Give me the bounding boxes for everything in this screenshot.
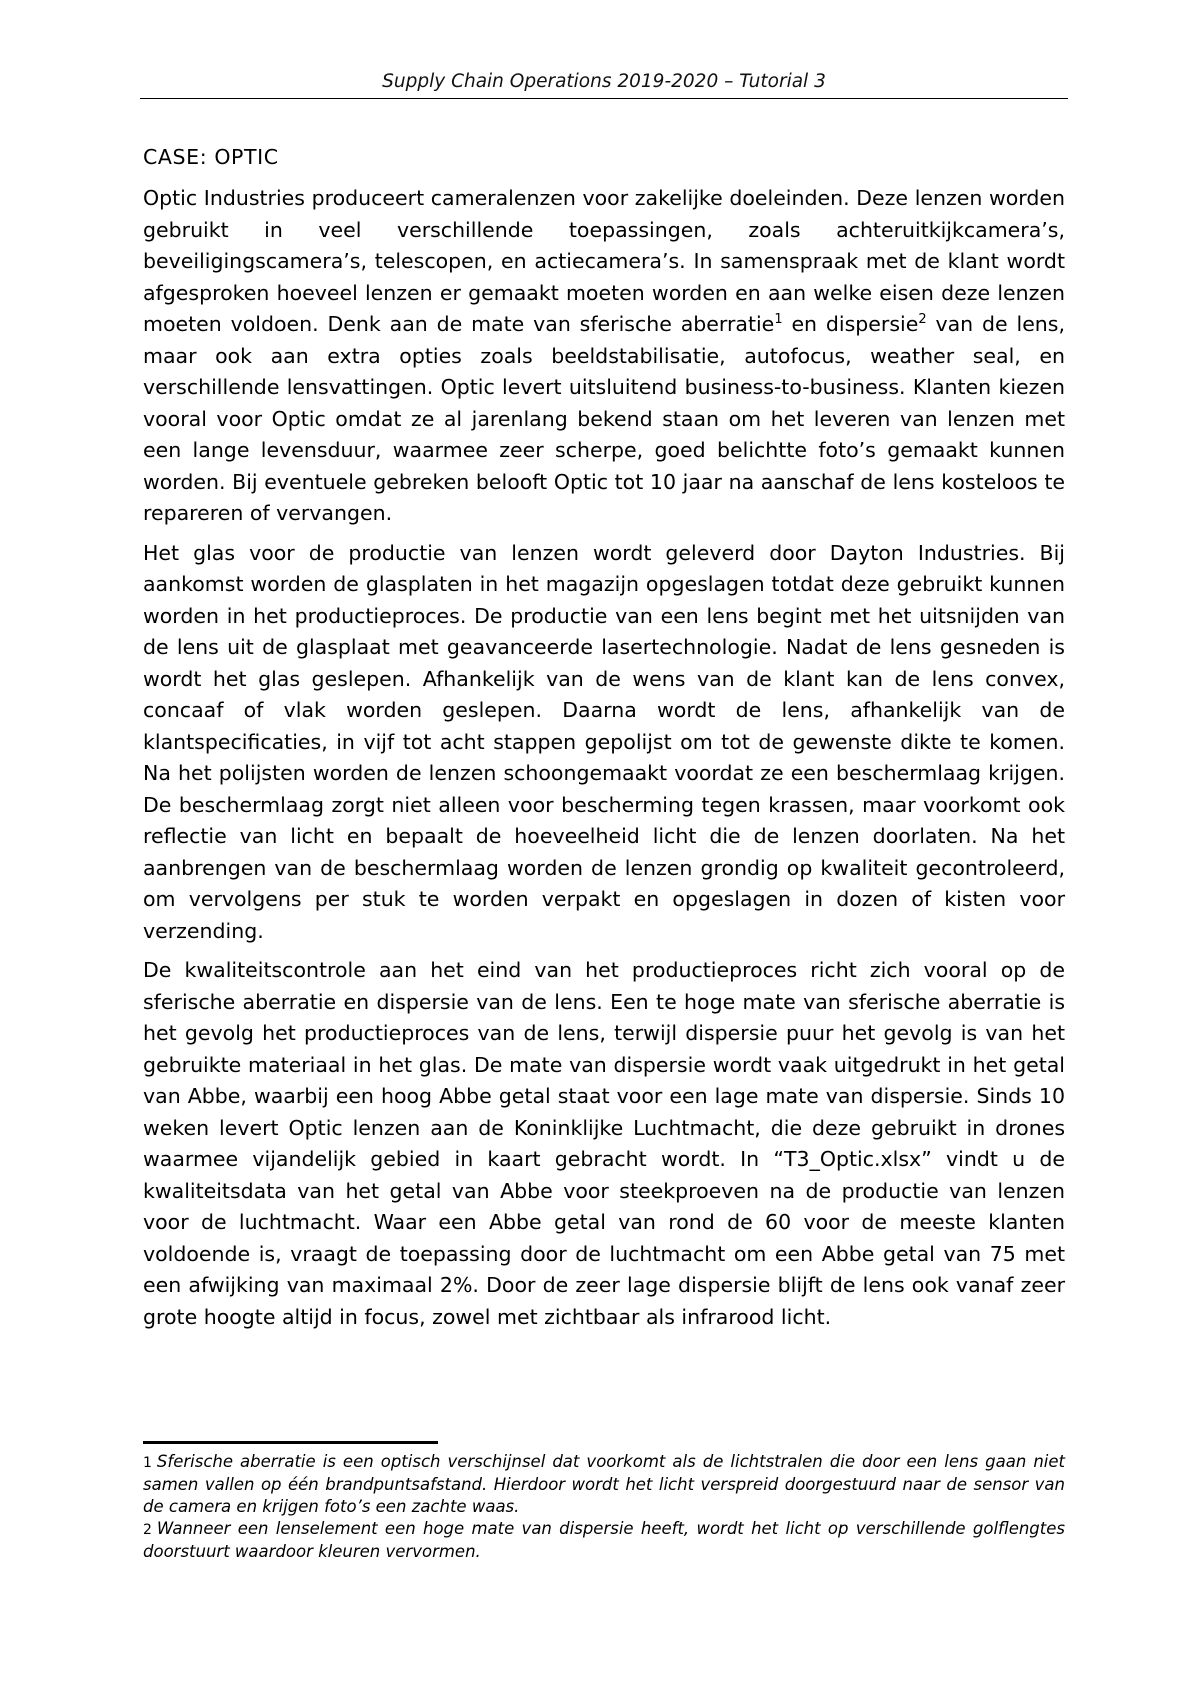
paragraph-intro xyxy=(143,183,1065,530)
header-divider xyxy=(140,98,1068,99)
footnote-separator xyxy=(143,1441,438,1444)
footnote-ref-1: 1 xyxy=(774,312,783,327)
paragraph-intro-text-2: en dispersie xyxy=(782,312,919,336)
body-text xyxy=(143,183,1065,1341)
paragraph-quality-control: De kwaliteitscontrole aan het eind van het productieproces richt zich vooral op de sferische aberratie en dispersie van de lens. Een te hoge mate van sferische aberratie is het gevolg het productieproces van de lens, terwijl dispersie puur het gevolg is van het gebruikte materiaal in het glas. De mate van dispersie wordt vaak uitgedrukt in het getal van Abbe, waarbij een hoog Abbe getal staat voor een lage mate van dispersie. Sinds 10 weken levert Optic lenzen aan de Koninklijke Luchtmacht, die deze gebruikt in drones waarmee vijandelijk gebied in kaart gebracht wordt. In “T3_Optic.xlsx” vindt u de kwaliteitsdata van het getal van Abbe voor steekproeven na de productie van lenzen voor de luchtmacht. Waar een Abbe getal van rond de 60 voor de meeste klanten voldoende is, vraagt de toepassing door de luchtmacht om een Abbe getal van 75 met een afwijking van maximaal 2%. Door de zeer lage dispersie blijft de lens ook vanaf zeer grote hoogte altijd in focus, zowel met zichtbaar als infrarood licht. xyxy=(143,958,1065,1329)
paragraph-production: Het glas voor de productie van lenzen wordt geleverd door Dayton Industries. Bij aankomst worden de glasplaten in het magazijn opgeslagen totdat deze gebruikt kunnen worden in het productieproces. De productie van een lens begint met het uitsnijden van de lens uit de glasplaat met geavanceerde lasertechnologie. Nadat de lens gesneden is wordt het glas geslepen. Afhankelijk van de wens van de klant kan de lens convex, concaaf of vlak worden geslepen. Daarna wordt de lens, afhankelijk van de klantspecificaties, in vijf tot acht stappen gepolijst om tot de gewenste dikte te komen. Na het polijsten worden de lenzen schoongemaakt voordat ze een beschermlaag krijgen. De beschermlaag zorgt niet alleen voor bescherming tegen krassen, maar voorkomt ook reflectie van licht en bepaalt de hoeveelheid licht die de lenzen doorlaten. Na het aanbrengen van de beschermlaag worden de lenzen grondig op kwaliteit gecontroleerd, om vervolgens per stuk te worden verpakt en opgeslagen in dozen of kisten voor verzending. xyxy=(143,540,1065,943)
running-header: Supply Chain Operations 2019-2020 – Tutorial 3 xyxy=(382,71,826,92)
footnotes xyxy=(143,1451,1065,1563)
footnote-2 xyxy=(143,1518,1065,1563)
footnote-1-mark: 1 xyxy=(143,1455,152,1471)
footnote-ref-2: 2 xyxy=(918,312,927,327)
footnote-2-mark: 2 xyxy=(143,1522,152,1538)
paragraph-intro-text-3: van de lens, maar ook aan extra opties zoals beeldstabilisatie, autofocus, weather seal, en verschillende lensvattingen. Optic levert uitsluitend business-to-business. Klanten kiezen vooral voor Optic omdat ze al jarenlang bekend staan om het leveren van lenzen met een lange levensduur, waarmee zeer scherpe, goed belichtte foto’s gemaakt kunnen worden. Bij eventuele gebreken belooft Optic tot 10 jaar na aanschaf de lens kosteloos te repareren of vervangen. xyxy=(143,312,1065,525)
footnote-2-text: Wanneer een lenselement een hoge mate van dispersie heeft, wordt het licht op verschillende golflengtes doorstuurt waardoor kleuren vervormen. xyxy=(143,1519,1065,1561)
case-title: CASE: OPTIC xyxy=(143,145,279,169)
footnote-1 xyxy=(143,1451,1065,1518)
paragraph-intro-text-1: Optic Industries produceert cameralenzen voor zakelijke doeleinden. Deze lenzen worden gebruikt in veel verschillende toepassingen, zoals achteruitkijkcamera’s, beveiligingscamera’s, telescopen, en actiecamera’s. In samenspraak met de klant wordt afgesproken hoeveel lenzen er gemaakt moeten worden en aan welke eisen deze lenzen moeten voldoen. Denk aan de mate van sferische aberratie xyxy=(143,186,1065,336)
footnote-1-text: Sferische aberratie is een optisch verschijnsel dat voorkomt als de lichtstralen die door een lens gaan niet samen vallen op één brandpuntsafstand. Hierdoor wordt het licht verspreid doorgestuurd naar de sensor van de camera en krijgen foto’s een zachte waas. xyxy=(143,1452,1065,1516)
